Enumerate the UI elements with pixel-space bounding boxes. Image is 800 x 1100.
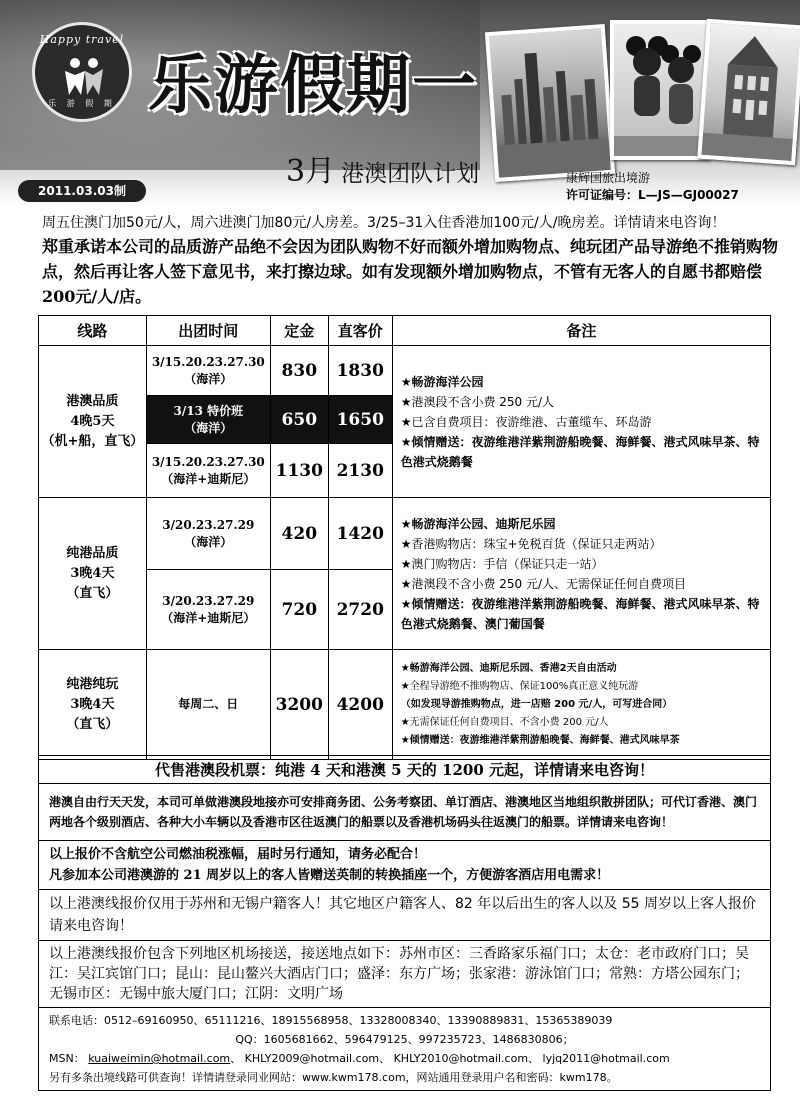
subtitle-month: 3月 [286, 154, 336, 189]
route-duration: 4晚5天 [70, 413, 115, 429]
note-line: ★港澳段不含小费 250 元/人、无需保证任何自费项目 [400, 576, 687, 591]
ruins-of-st-paul-photo [697, 19, 800, 165]
table-header-row [39, 316, 771, 346]
note-line: ★畅游海洋公园、迪斯尼乐园 [400, 516, 556, 531]
info-boxes [38, 755, 771, 1091]
deposit-value: 650 [270, 396, 328, 444]
date-badge: 2011.03.03制 [18, 180, 146, 202]
departure-dates [146, 444, 270, 498]
qq-numbers: QQ：1605681662、596479125、997235723、1486830806； [235, 1033, 574, 1046]
route-duration: 3晚4天 [70, 565, 115, 581]
dates-text: 3/13 特价班 [173, 403, 244, 418]
deposit-value: 830 [270, 346, 328, 396]
route-transport: （机+船，直飞） [41, 433, 144, 449]
page-title: 乐游假期一 [148, 48, 478, 123]
departure-dates: 每周二、日 [146, 650, 270, 760]
header-banner [0, 0, 800, 205]
departure-dates [146, 346, 270, 396]
note-line: ★无需保证任何自费项目、不含小费 200 元/人 [400, 716, 609, 728]
note-line: ★倾情赠送：夜游维港洋紫荆游船晚餐、海鲜餐、港式风味早茶、特色港式烧鹅餐、澳门葡国餐 [400, 596, 760, 631]
happy-travel-logo [32, 22, 132, 122]
route-transport: （直飞） [66, 585, 119, 601]
agency-name: 康辉国旅出境游 [566, 171, 651, 185]
route-hk-pure-play [39, 650, 147, 760]
logo-bottom-text: 乐 游 假 期 [48, 99, 116, 108]
table-row [39, 650, 771, 760]
website-note[interactable]: 另有多条出境线路可供查询！详情请登录同业网站：www.kwm178.com，网站通用登录用户名和密码：kwm178。 [49, 1071, 618, 1084]
route-duration: 3晚4天 [70, 696, 115, 712]
msn-label: MSN： [49, 1052, 85, 1065]
route-name: 纯港纯玩 [66, 676, 119, 692]
page-subtitle [286, 146, 479, 190]
direct-price-value: 4200 [328, 650, 392, 760]
fuel-and-gift-notice [39, 841, 770, 890]
msn-link[interactable]: KHLY2010@hotmail.com [393, 1052, 529, 1065]
deposit-value: 3200 [270, 650, 328, 760]
note-line: ★澳门购物店：手信（保证只走一站） [400, 556, 604, 571]
note-line: ★倾情赠送：夜游维港洋紫荆游船晚餐、海鲜餐、港式风味早茶 [400, 734, 680, 746]
notes-cell [392, 650, 770, 760]
agency-info [566, 170, 739, 204]
direct-price-value: 1830 [328, 346, 392, 396]
header-deposit: 定金 [270, 316, 328, 346]
residency-notice: 以上港澳线报价仅用于苏州和无锡户籍客人！其它地区户籍客人、82 年以后出生的客人以及 55 周岁以上客人报价请来电咨询！ [39, 890, 770, 941]
note-line: ★全程导游绝不推购物店、保证100%真正意义纯玩游 [400, 680, 639, 692]
contact-info [39, 1008, 770, 1090]
route-transport: （直飞） [66, 716, 119, 732]
dancing-figures-icon [61, 55, 107, 97]
table-row [39, 346, 771, 396]
table-row [39, 498, 771, 570]
notes-cell [392, 346, 770, 498]
shopping-promise: 郑重承诺本公司的品质游产品绝不会因为团队购物不好而额外增加购物点、纯玩团产品导游绝不推销购物点，然后再让客人签下意见书，来打擦边球。如有发现额外增加购物点，不管有无客人的自愿书都赔偿200元/人/店。 [42, 237, 779, 306]
deposit-value: 720 [270, 570, 328, 650]
msn-link[interactable]: KHLY2009@hotmail.com [244, 1052, 380, 1065]
gift-text: 凡参加本公司港澳游的 21 周岁以上的客人皆赠送英制的转换插座一个，方便游客酒店用电需求！ [49, 868, 610, 883]
air-ticket-notice: 代售港澳段机票：纯港 4 天和港澳 5 天的 1200 元起，详情请来电咨询！ [39, 756, 770, 784]
mickey-minnie-photo [610, 20, 710, 160]
dates-text: 3/20.23.27.29 [162, 517, 255, 532]
direct-price-value: 1420 [328, 498, 392, 570]
route-hk-quality [39, 498, 147, 650]
dates-text: 3/15.20.23.27.30 [151, 454, 265, 469]
independent-travel-notice: 港澳自由行天天发，本司可单做港澳段地接亦可安排商务团、公务考察团、单订酒店、港澳地区当地组织散拼团队；可代订香港、澳门两地各个级别酒店、各种大小车辆以及香港市区往返澳门的船票以及香港机场码头往返澳门的船票。详情请来电咨询！ [39, 784, 770, 841]
header-price: 直客价 [328, 316, 392, 346]
note-line: ★香港购物店：珠宝+免税百货（保证只走两站） [400, 536, 662, 551]
hotel-text: （海洋） [184, 534, 233, 549]
direct-price-value: 1650 [328, 396, 392, 444]
hotel-text: （海洋） [184, 371, 233, 386]
fuel-surcharge-text: 以上报价不含航空公司燃油税涨幅，届时另行通知，请务必配合！ [49, 847, 427, 862]
license-number: 许可证编号：L—JS—GJ00027 [566, 188, 739, 202]
route-name: 纯港品质 [66, 545, 119, 561]
deposit-value: 1130 [270, 444, 328, 498]
hong-kong-skyline-photo [485, 24, 615, 182]
logo-ring-text: Happy travel [39, 33, 125, 46]
header-notes: 备注 [392, 316, 770, 346]
photo-collage [490, 14, 800, 174]
departure-dates [146, 570, 270, 650]
subtitle-text: 港澳团队计划 [341, 161, 480, 187]
note-line: ★畅游海洋公园、迪斯尼乐园、香港2天自由活动 [400, 662, 617, 674]
msn-link[interactable]: lyjq2011@hotmail.com [542, 1052, 670, 1065]
header-route: 线路 [39, 316, 147, 346]
direct-price-value: 2720 [328, 570, 392, 650]
note-line: ★已含自费项目：夜游维港、古董缆车、环岛游 [400, 414, 652, 429]
direct-price-value: 2130 [328, 444, 392, 498]
special-departure-dates [146, 396, 270, 444]
route-hk-macau-quality [39, 346, 147, 498]
note-line: ★畅游海洋公园 [400, 374, 484, 389]
tour-price-table [38, 315, 771, 760]
note-line: （如发现导游推购物点，进一店赔 200 元/人，可写进合同） [400, 698, 673, 710]
note-line: ★港澳段不含小费 250 元/人 [400, 394, 555, 409]
hotel-text: （海洋） [184, 420, 233, 435]
phone-numbers: 联系电话：0512–69160950、65111216、18915568958、13328008340、13390889831、15365389039 [49, 1014, 613, 1027]
msn-accounts: MSN： kuaiweimin@hotmail.com、 KHLY2009@hotmail.com、 KHLY2010@hotmail.com、 lyjq2011@hotmail.com [49, 1052, 670, 1065]
hotel-text: （海洋+迪斯尼） [161, 610, 256, 625]
departure-dates [146, 498, 270, 570]
deposit-value: 420 [270, 498, 328, 570]
notes-cell [392, 498, 770, 650]
route-name: 港澳品质 [66, 393, 119, 409]
header-departure: 出团时间 [146, 316, 270, 346]
dates-text: 3/20.23.27.29 [162, 593, 255, 608]
msn-link[interactable]: kuaiweimin@hotmail.com [88, 1052, 231, 1065]
note-line: ★倾情赠送：夜游维港洋紫荆游船晚餐、海鲜餐、港式风味早茶、特色港式烧鹅餐 [400, 434, 760, 469]
surcharge-notice: 周五住澳门加50元/人，周六进澳门加80元/人房差。3/25–31入住香港加100元/人/晚房差。详情请来电咨询！ [42, 215, 726, 231]
airport-transfer-notice: 以上港澳线报价包含下列地区机场接送，接送地点如下：苏州市区：三香路家乐福门口；太仓：老市政府门口；吴江：吴江宾馆门口；昆山：昆山鳌兴大酒店门口；盛泽：东方广场；张家港：游泳馆门口；常熟：方塔公园东门；无锡市区：无锡中旅大厦门口；江阴：文明广场 [39, 941, 770, 1008]
hotel-text: （海洋+迪斯尼） [161, 471, 256, 486]
dates-text: 3/15.20.23.27.30 [151, 354, 265, 369]
